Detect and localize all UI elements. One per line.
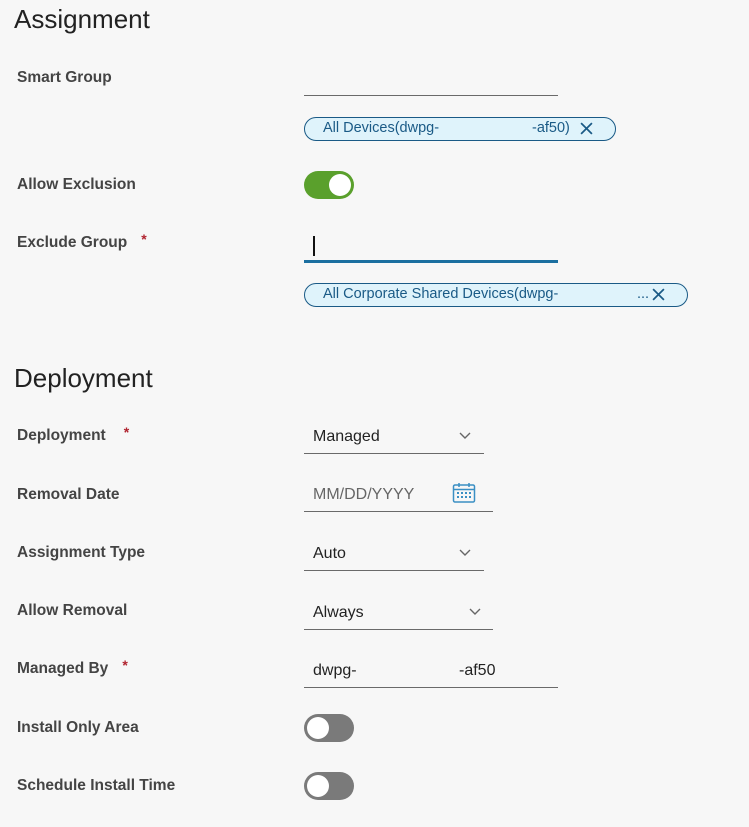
exclude-group-label [17,231,147,252]
allow-exclusion-toggle[interactable] [304,171,354,199]
chevron-down-icon [458,429,472,443]
toggle-knob [307,717,329,739]
managed-by-value-end: -af50 [459,662,496,679]
managed-by-label [17,657,128,678]
assignment-type-select[interactable] [304,545,484,571]
smart-group-chip-text-start: All Devices(dwpg- [323,120,440,136]
allow-exclusion-label: Allow Exclusion [17,176,136,193]
removal-date-input[interactable] [304,486,493,512]
allow-removal-select[interactable] [304,604,493,630]
close-icon[interactable] [652,288,665,301]
deployment-section-title: Deployment [14,363,153,393]
assignment-type-select-value: Auto [313,545,346,562]
required-marker: * [141,231,147,247]
exclude-group-label-text: Exclude Group [17,234,128,251]
required-marker: * [123,424,130,440]
removal-date-placeholder: MM/DD/YYYY [313,486,415,503]
chevron-down-icon [458,546,472,560]
chevron-down-icon [468,605,482,619]
smart-group-chip-text-end: -af50) [532,120,570,136]
schedule-install-time-toggle[interactable] [304,772,354,800]
toggle-knob [307,775,329,797]
allow-removal-select-value: Always [313,604,364,621]
deployment-label-text: Deployment [17,427,106,444]
exclude-group-chip [304,283,688,307]
schedule-install-time-label: Schedule Install Time [17,777,176,794]
allow-removal-label: Allow Removal [17,602,128,619]
managed-by-label-text: Managed By [17,660,109,677]
deployment-select[interactable] [304,428,484,454]
calendar-icon[interactable] [452,482,476,504]
deployment-label [17,424,130,445]
smart-group-label: Smart Group [17,69,112,86]
exclude-group-chip-text-start: All Corporate Shared Devices(dwpg- [323,286,559,302]
smart-group-chip [304,117,616,141]
managed-by-input[interactable] [304,662,558,688]
exclude-group-input[interactable] [304,236,558,263]
smart-group-input[interactable] [304,70,558,96]
text-cursor [313,236,315,256]
install-only-area-toggle[interactable] [304,714,354,742]
exclude-group-chip-text-end: ... [637,286,650,302]
deployment-select-value: Managed [313,428,380,445]
toggle-knob [329,174,351,196]
install-only-area-label: Install Only Area [17,719,139,736]
required-marker: * [122,657,128,673]
assignment-type-label: Assignment Type [17,544,146,561]
close-icon[interactable] [580,122,593,135]
assignment-section-title: Assignment [14,4,150,34]
managed-by-value-start: dwpg- [313,662,357,679]
removal-date-label: Removal Date [17,486,120,503]
